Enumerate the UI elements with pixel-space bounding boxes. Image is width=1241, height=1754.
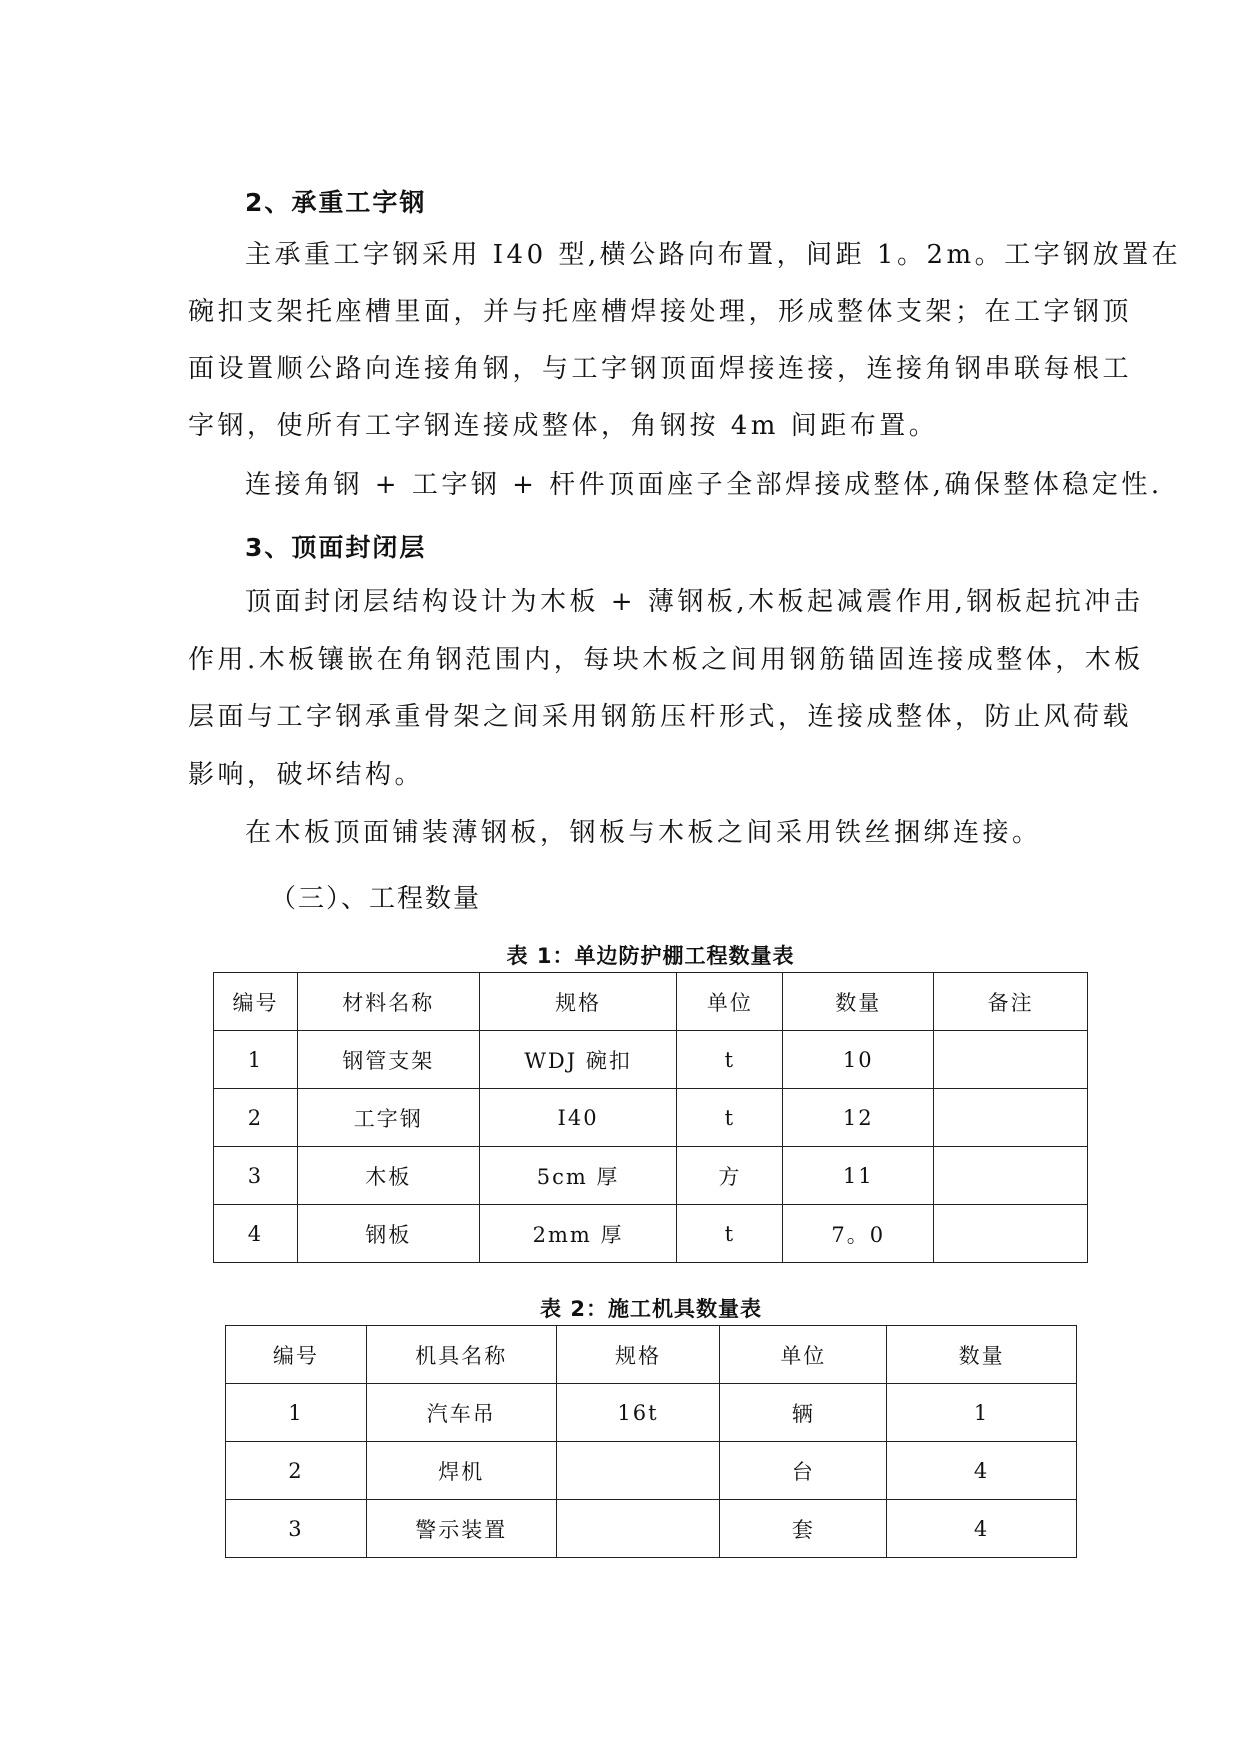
table-cell: 工字钢	[297, 1089, 479, 1147]
table-row	[214, 1031, 1088, 1089]
table-cell	[934, 1205, 1088, 1263]
table-cell: 4	[214, 1205, 298, 1263]
table-header-row	[214, 973, 1088, 1031]
section-heading: （三）、工程数量	[270, 884, 482, 914]
paragraph-line: 层面与工字钢承重骨架之间采用钢筋压杆形式，连接成整体，防止风荷载	[188, 702, 1133, 732]
table-cell: I40	[479, 1089, 677, 1147]
equipment-table	[225, 1325, 1077, 1558]
table-cell	[556, 1442, 720, 1500]
table-header-cell: 单位	[677, 973, 783, 1031]
table-cell: 1	[887, 1384, 1077, 1442]
table-cell: t	[677, 1031, 783, 1089]
table-cell: 台	[720, 1442, 887, 1500]
table-cell: 10	[783, 1031, 934, 1089]
table-header-cell: 数量	[783, 973, 934, 1031]
table-cell: 钢管支架	[297, 1031, 479, 1089]
table-cell: 2mm 厚	[479, 1205, 677, 1263]
table-cell: 钢板	[297, 1205, 479, 1263]
table-row	[226, 1384, 1077, 1442]
paragraph-line: 主承重工字钢采用 I40 型,横公路向布置，间距 1。2m。工字钢放置在	[245, 240, 1182, 270]
table-header-row	[226, 1326, 1077, 1384]
table-cell: 4	[887, 1442, 1077, 1500]
table-header-cell: 机具名称	[366, 1326, 556, 1384]
table-row	[226, 1442, 1077, 1500]
table-cell: 2	[214, 1089, 298, 1147]
table-cell: 汽车吊	[366, 1384, 556, 1442]
table-row	[214, 1147, 1088, 1205]
table-cell: 16t	[556, 1384, 720, 1442]
table-cell: 2	[226, 1442, 367, 1500]
table-row	[226, 1500, 1077, 1558]
table-cell	[934, 1031, 1088, 1089]
table-header-cell: 单位	[720, 1326, 887, 1384]
table-header-cell: 编号	[226, 1326, 367, 1384]
table-cell	[934, 1089, 1088, 1147]
table-header-cell: 备注	[934, 973, 1088, 1031]
paragraph-line: 面设置顺公路向连接角钢，与工字钢顶面焊接连接，连接角钢串联每根工	[188, 354, 1133, 384]
table-cell: 1	[226, 1384, 367, 1442]
table-cell: 11	[783, 1147, 934, 1205]
table-row	[214, 1205, 1088, 1263]
paragraph-line: 影响，破坏结构。	[188, 760, 425, 790]
table-cell: 3	[226, 1500, 367, 1558]
section-heading: 3、顶面封闭层	[245, 533, 427, 562]
table-cell: 5cm 厚	[479, 1147, 677, 1205]
table-cell	[556, 1500, 720, 1558]
table-row	[214, 1089, 1088, 1147]
table-caption: 表 1：单边防护棚工程数量表	[506, 944, 795, 968]
table-header-cell: 规格	[556, 1326, 720, 1384]
table-cell: 12	[783, 1089, 934, 1147]
table-cell: t	[677, 1205, 783, 1263]
paragraph-line: 连接角钢 + 工字钢 + 杆件顶面座子全部焊接成整体,确保整体稳定性.	[245, 470, 1163, 500]
table-header-cell: 数量	[887, 1326, 1077, 1384]
paragraph-line: 顶面封闭层结构设计为木板 + 薄钢板,木板起减震作用,钢板起抗冲击	[245, 587, 1144, 617]
table-cell: 套	[720, 1500, 887, 1558]
materials-table	[213, 972, 1088, 1263]
paragraph-line: 碗扣支架托座槽里面，并与托座槽焊接处理，形成整体支架；在工字钢顶	[188, 297, 1133, 327]
table-header-cell: 材料名称	[297, 973, 479, 1031]
table-cell: 辆	[720, 1384, 887, 1442]
table-cell: WDJ 碗扣	[479, 1031, 677, 1089]
table-header-cell: 规格	[479, 973, 677, 1031]
table-cell	[934, 1147, 1088, 1205]
table-cell: 1	[214, 1031, 298, 1089]
paragraph-line: 作用.木板镶嵌在角钢范围内，每块木板之间用钢筋锚固连接成整体，木板	[188, 645, 1144, 675]
paragraph-line: 字钢，使所有工字钢连接成整体，角钢按 4m 间距布置。	[188, 411, 939, 441]
table-caption: 表 2：施工机具数量表	[540, 1297, 762, 1321]
table-cell: t	[677, 1089, 783, 1147]
table-header-cell: 编号	[214, 973, 298, 1031]
table-cell: 4	[887, 1500, 1077, 1558]
table-cell: 木板	[297, 1147, 479, 1205]
table-cell: 7。0	[783, 1205, 934, 1263]
table-cell: 焊机	[366, 1442, 556, 1500]
table-cell: 3	[214, 1147, 298, 1205]
table-cell: 方	[677, 1147, 783, 1205]
section-heading: 2、承重工字钢	[245, 188, 427, 217]
table-cell: 警示装置	[366, 1500, 556, 1558]
paragraph-line: 在木板顶面铺装薄钢板，钢板与木板之间采用铁丝捆绑连接。	[245, 818, 1042, 848]
